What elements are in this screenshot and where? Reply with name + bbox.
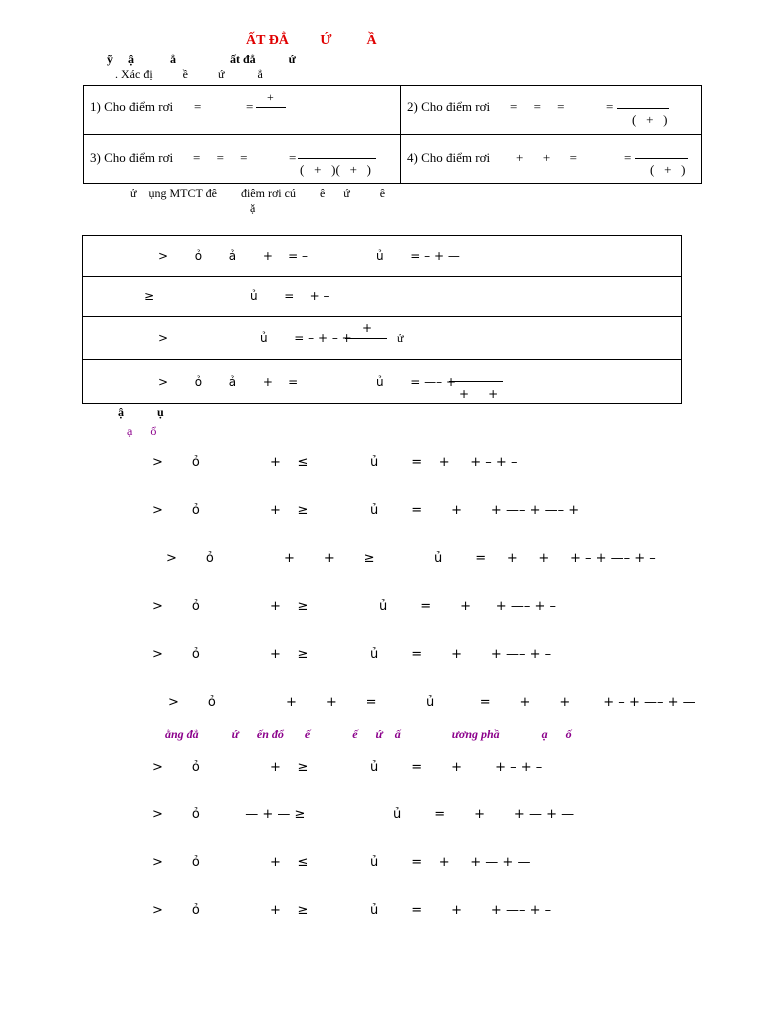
case-3-eq: =	[289, 150, 297, 165]
case-4-denominator: ( + )	[650, 162, 686, 177]
case-3-fraction-bar	[298, 158, 376, 159]
problem-a3-target: ủ = + + + – + —– + –	[434, 551, 656, 566]
example-1-condition: > ỏ ả + = –	[158, 249, 309, 263]
problem-a6-condition: > ỏ + + =	[168, 695, 377, 710]
example-2-condition: ≥	[144, 289, 155, 303]
example-1-target: ủ = – + —	[376, 249, 460, 263]
document-title: ẤT ĐẲ Ứ Ầ	[246, 33, 377, 48]
example-2-target: ủ = + –	[250, 289, 330, 303]
case-1-eq: =	[194, 99, 202, 114]
problem-a4-condition: > ỏ + ≥	[152, 599, 309, 614]
case-2-denominator: ( + )	[632, 112, 668, 127]
case-4-fraction-bar	[635, 158, 688, 159]
example-4-fraction-bar	[449, 381, 503, 382]
problem-b3-condition: > ỏ + ≤	[152, 855, 309, 870]
case-3-eqs: = = =	[193, 150, 248, 165]
section-2-line-1: ử ụng MTCT đê điêm rơi cú ê ứ ê	[130, 186, 386, 200]
case-3-label: 3) Cho điểm rơi	[90, 150, 174, 165]
problem-a4-target: ủ = + + —– + –	[379, 599, 556, 614]
case-2-fraction-bar	[617, 108, 669, 109]
problem-a1-target: ủ = + + – + –	[370, 455, 518, 470]
case-1-fraction-bar	[256, 107, 286, 108]
case-1-numerator: +	[267, 90, 274, 104]
case-4-eqs: + + =	[516, 150, 577, 165]
case-2-label: 2) Cho điểm rơi	[407, 99, 491, 114]
examples-table	[82, 235, 682, 404]
example-4-target: ủ = —– +	[376, 375, 460, 389]
case-2-eqs: = = =	[510, 99, 565, 114]
example-4-condition: > ỏ ả + =	[158, 375, 299, 389]
problem-a2-condition: > ỏ + ≥	[152, 503, 309, 518]
section-3-subheading: ạ ổ	[127, 424, 157, 438]
case-4-label: 4) Cho điểm rơi	[407, 150, 491, 165]
problem-b3-target: ủ = + + — + —	[370, 855, 531, 870]
example-3-fraction-bar	[345, 338, 387, 339]
section-2-line-2: ặ	[250, 201, 256, 215]
problem-b2-target: ủ = + + — + —	[393, 807, 575, 822]
problem-b4-target: ủ = + + —– + –	[370, 903, 552, 918]
example-4-denominator: + +	[459, 387, 499, 401]
example-3-condition: >	[158, 331, 169, 345]
problem-b4-condition: > ỏ + ≥	[152, 903, 309, 918]
problem-b2-condition: > ỏ — + — ≥	[152, 807, 306, 822]
case-4-eq: =	[624, 150, 632, 165]
case-1-eq2: =	[246, 99, 254, 114]
case-1-label: 1) Cho điểm rơi	[90, 99, 174, 114]
example-3-tail: ử	[397, 331, 404, 345]
case-2-eq: =	[606, 99, 614, 114]
problem-a1-condition: > ỏ + ≤	[152, 455, 309, 470]
problem-b1-condition: > ỏ + ≥	[152, 760, 309, 775]
document-subtitle: ỹ ậ ẳ ất đẳ ứ	[107, 52, 296, 66]
problem-a2-target: ủ = + + —– + —– +	[370, 503, 580, 518]
example-3-target: ủ = – + – +	[260, 331, 352, 345]
cases-table	[83, 85, 702, 184]
section-4-heading: ằng đẳ ứ ến đổ ế ế ứ ấ ương phầ ạ ố	[165, 727, 572, 741]
intro-line: . Xác đị ề ứ ẳ	[115, 67, 263, 81]
problem-a3-condition: > ỏ + + ≥	[166, 551, 375, 566]
problem-a6-target: ủ = + + + – + —– + —	[426, 695, 696, 710]
problem-b1-target: ủ = + + – + –	[370, 760, 543, 775]
case-3-denominator: ( + )( + )	[300, 162, 371, 177]
problem-a5-condition: > ỏ + ≥	[152, 647, 309, 662]
problem-a5-target: ủ = + + —– + –	[370, 647, 552, 662]
section-3-heading: ậ ụ	[118, 405, 164, 419]
example-3-numerator: +	[362, 321, 373, 335]
